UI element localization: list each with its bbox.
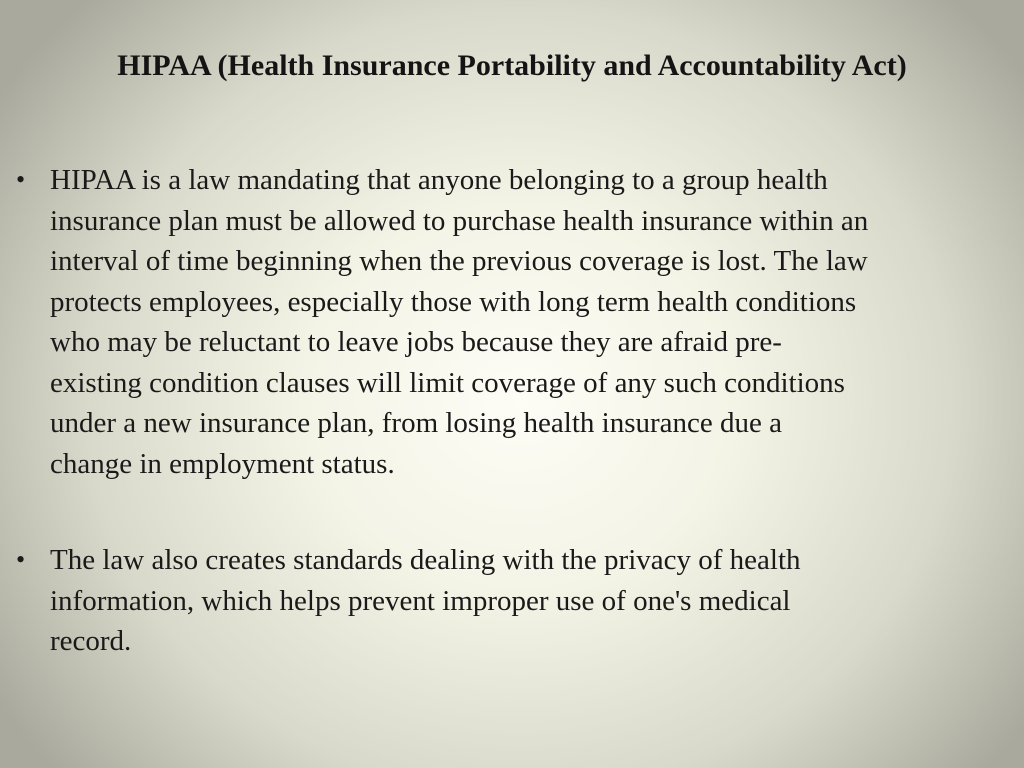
bullet-text: [50, 540, 1014, 662]
bullet-line: who may be reluctant to leave jobs because they are afraid pre-: [50, 326, 782, 358]
bullet-marker: •: [16, 165, 26, 194]
bullet-line: protects employees, especially those with long term health conditions: [50, 285, 857, 318]
bullet-text: [50, 160, 1014, 484]
bullet-line: information, which helps prevent improper use of one's medical: [50, 584, 791, 617]
bullet-line: record.: [50, 625, 132, 657]
bullet-line: change in employment status.: [50, 447, 395, 480]
bullet-item-1: [14, 160, 1014, 484]
bullet-marker: •: [16, 545, 26, 574]
bullet-line: insurance plan must be allowed to purchase health insurance within an: [50, 204, 869, 237]
bullet-line: HIPAA is a law mandating that anyone belonging to a group health: [50, 164, 828, 196]
slide-title: HIPAA (Health Insurance Portability and Accountability Act): [117, 49, 907, 82]
bullet-item-2: [14, 540, 1014, 662]
bullet-line: interval of time beginning when the previous coverage is lost. The law: [50, 245, 868, 277]
bullet-line: existing condition clauses will limit coverage of any such conditions: [50, 366, 845, 399]
bullet-line: The law also creates standards dealing with the privacy of health: [50, 544, 801, 576]
bullet-list: [14, 160, 1014, 718]
bullet-line: under a new insurance plan, from losing health insurance due a: [50, 407, 782, 439]
